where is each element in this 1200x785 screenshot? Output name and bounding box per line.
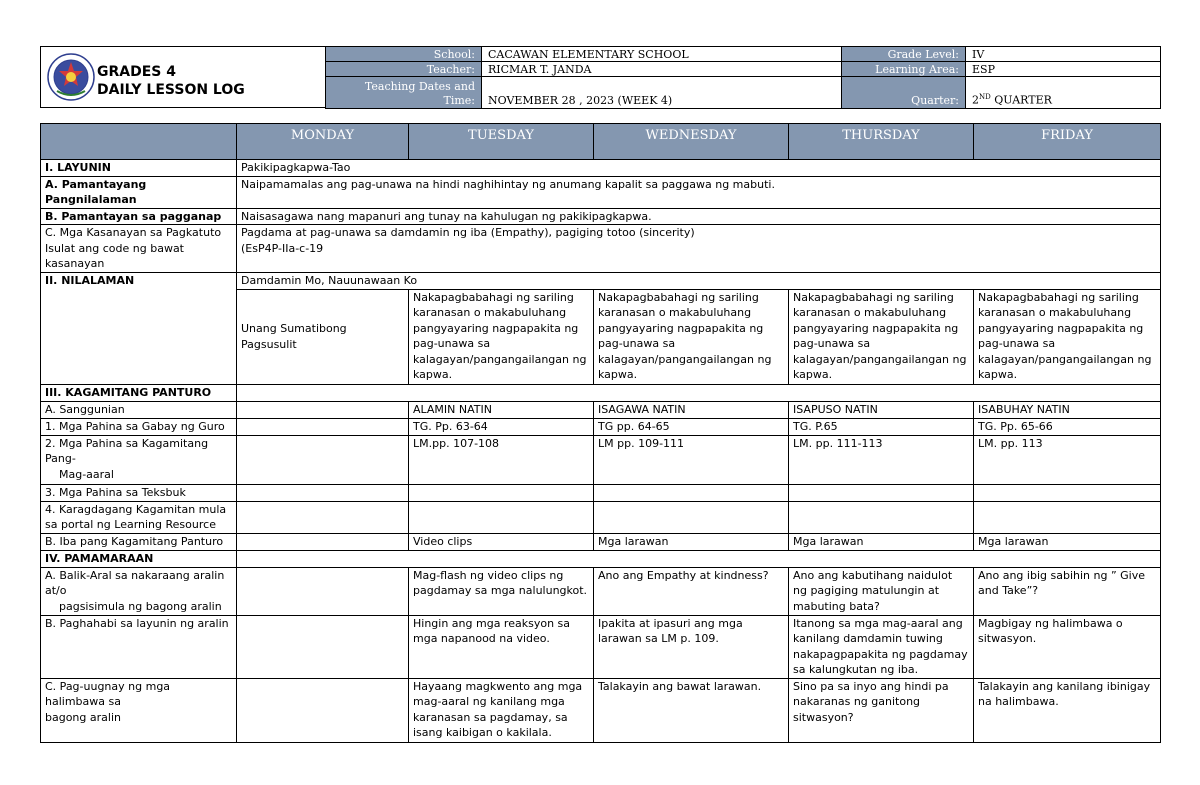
pagganap-label: B. Pamantayan sa pagganap	[41, 208, 237, 225]
karagdagang-monday	[237, 501, 409, 533]
paghahabi-label: B. Paghahabi sa layunin ng aralin	[41, 615, 237, 678]
nilalaman-value: Damdamin Mo, Nauunawaan Ko	[237, 273, 1161, 290]
sanggunian-wednesday: ISAGAWA NATIN	[594, 401, 789, 418]
karagdagang-friday	[974, 501, 1161, 533]
learning-area-label: Learning Area:	[842, 62, 966, 77]
kasanayan-label: C. Mga Kasanayan sa Pagkatuto	[45, 226, 222, 239]
day-header-friday: FRIDAY	[974, 124, 1161, 160]
pag-uugnay-thursday: Sino pa sa inyo ang hindi pa nakaranas ng ganitong sitwasyon?	[789, 678, 974, 742]
paghahabi-friday: Magbigay ng halimbawa o sitwasyon.	[974, 615, 1161, 678]
pamantayang-value: Naipamamalas ang pag-unawa na hindi naghihintay ng anumang kapalit sa paggawa ng mabuti.	[237, 176, 1161, 208]
title-block	[40, 46, 326, 108]
kagamitang-tuesday: LM.pp. 107-108	[409, 435, 594, 484]
teksbuk-label: 3. Mga Pahina sa Teksbuk	[41, 484, 237, 501]
school-value: CACAWAN ELEMENTARY SCHOOL	[482, 47, 842, 62]
nilalaman-label: II. NILALAMAN	[41, 273, 237, 385]
teaching-dates-value: NOVEMBER 28 , 2023 (WEEK 4)	[482, 77, 842, 109]
balik-label-cell	[41, 567, 237, 615]
balik-monday	[237, 567, 409, 615]
kasanayan-sublabel: Isulat ang code ng bawat kasanayan	[45, 241, 184, 270]
sanggunian-label: A. Sanggunian	[41, 401, 237, 418]
teksbuk-thursday	[789, 484, 974, 501]
nilalaman-thursday: Nakapagbabahagi ng sariling karanasan o makabuluhang pangyayaring nagpapakita ng pag-unawa sa kalagayan/pangangailangan ng kapwa.	[789, 289, 974, 384]
paghahabi-tuesday: Hingin ang mga reaksyon sa mga napanood na video.	[409, 615, 594, 678]
title-daily-lesson-log: DAILY LESSON LOG	[97, 82, 245, 98]
deped-seal-icon	[47, 53, 95, 101]
kagamitang-monday	[237, 435, 409, 484]
kasanayan-code: (EsP4P-IIa-c-19	[241, 241, 324, 255]
sanggunian-monday	[237, 401, 409, 418]
grade-level-label: Grade Level:	[842, 47, 966, 62]
pamamaraan-blank	[237, 550, 1161, 567]
balik-wednesday: Ano ang Empathy at kindness?	[594, 567, 789, 615]
quarter-label: Quarter:	[842, 77, 966, 109]
day-header-row	[41, 124, 1161, 160]
teksbuk-friday	[974, 484, 1161, 501]
nilalaman-friday: Nakapagbabahagi ng sariling karanasan o makabuluhang pangyayaring nagpapakita ng pag-unawa sa kalagayan/pangangailangan ng kapwa.	[974, 289, 1161, 384]
school-label: School:	[326, 47, 482, 62]
lesson-log-table	[40, 123, 1161, 743]
day-header-thursday: THURSDAY	[789, 124, 974, 160]
gabay-tuesday: TG. Pp. 63-64	[409, 418, 594, 435]
layunin-value: Pakikipagkapwa-Tao	[237, 160, 1161, 177]
karagdagang-tuesday	[409, 501, 594, 533]
kagamitang-wednesday: LM pp. 109-111	[594, 435, 789, 484]
layunin-label: I. LAYUNIN	[41, 160, 237, 177]
iba-tuesday: Video clips	[409, 533, 594, 550]
kasanayan-label-cell	[41, 225, 237, 273]
iba-thursday: Mga larawan	[789, 533, 974, 550]
sanggunian-thursday: ISAPUSO NATIN	[789, 401, 974, 418]
day-header-wednesday: WEDNESDAY	[594, 124, 789, 160]
karagdagang-thursday	[789, 501, 974, 533]
kasanayan-value-cell	[237, 225, 1161, 273]
iba-friday: Mga larawan	[974, 533, 1161, 550]
karagdagang-wednesday	[594, 501, 789, 533]
kagamitan-label: III. KAGAMITANG PANTURO	[41, 384, 237, 401]
corner-header-cell	[41, 124, 237, 160]
iba-wednesday: Mga larawan	[594, 533, 789, 550]
kagamitang-label-cell	[41, 435, 237, 484]
kasanayan-text: Pagdama at pag-unawa sa damdamin ng iba (Empathy), pagiging totoo (sincerity)	[241, 226, 695, 239]
gabay-friday: TG. Pp. 65-66	[974, 418, 1161, 435]
day-header-monday: MONDAY	[237, 124, 409, 160]
teaching-dates-label	[326, 77, 482, 109]
pag-uugnay-wednesday: Talakayin ang bawat larawan.	[594, 678, 789, 742]
lesson-log-header	[40, 46, 1160, 108]
title-grade: GRADES 4	[97, 64, 176, 80]
teacher-label: Teacher:	[326, 62, 482, 77]
balik-tuesday: Mag-flash ng video clips ng pagdamay sa mga nalulungkot.	[409, 567, 594, 615]
karagdagang-label: 4. Karagdagang Kagamitan mula sa portal ng Learning Resource	[41, 501, 237, 533]
gabay-wednesday: TG pp. 64-65	[594, 418, 789, 435]
pag-uugnay-label-cell	[41, 678, 237, 742]
iba-label: B. Iba pang Kagamitang Panturo	[41, 533, 237, 550]
iba-monday	[237, 533, 409, 550]
teaching-dates-label-line1: Teaching Dates and	[364, 80, 475, 93]
school-info-table	[325, 46, 1161, 109]
teksbuk-monday	[237, 484, 409, 501]
sanggunian-tuesday: ALAMIN NATIN	[409, 401, 594, 418]
pagganap-value: Naisasagawa nang mapanuri ang tunay na kahulugan ng pakikipagkapwa.	[237, 208, 1161, 225]
sanggunian-friday: ISABUHAY NATIN	[974, 401, 1161, 418]
balik-label-2: pagsisimula ng bagong aralin	[59, 599, 222, 613]
nilalaman-tuesday: Nakapagbabahagi ng sariling karanasan o makabuluhang pangyayaring nagpapakita ng pag-unawa sa kalagayan/pangangailangan ng kapwa.	[409, 289, 594, 384]
paghahabi-monday	[237, 615, 409, 678]
quarter-word: QUARTER	[990, 94, 1052, 107]
kagamitang-label: 2. Mga Pahina sa Kagamitang Pang-	[45, 436, 209, 465]
paghahabi-wednesday: Ipakita at ipasuri ang mga larawan sa LM p. 109.	[594, 615, 789, 678]
quarter-suffix: ND	[979, 93, 991, 102]
pamantayang-label: A. Pamantayang Pangnilalaman	[41, 176, 237, 208]
pag-uugnay-friday: Talakayin ang kanilang ibinigay na halimbawa.	[974, 678, 1161, 742]
pamamaraan-label: IV. PAMAMARAAN	[41, 550, 237, 567]
balik-friday: Ano ang ibig sabihin ng ” Give and Take”?	[974, 567, 1161, 615]
pag-uugnay-monday	[237, 678, 409, 742]
kagamitan-blank	[237, 384, 1161, 401]
pag-uugnay-tuesday: Hayaang magkwento ang mga mag-aaral ng kanilang mga karanasan sa pagdamay, sa isang kaibigan o kakilala.	[409, 678, 594, 742]
teksbuk-tuesday	[409, 484, 594, 501]
kagamitang-thursday: LM. pp. 111-113	[789, 435, 974, 484]
kagamitang-label-2: Mag-aaral	[59, 467, 114, 481]
teaching-dates-label-line2: Time:	[443, 94, 475, 107]
balik-thursday: Ano ang kabutihang naidulot ng pagiging matulungin at mabuting bata?	[789, 567, 974, 615]
teksbuk-wednesday	[594, 484, 789, 501]
quarter-number: 2	[972, 94, 979, 107]
pag-uugnay-label-2: bagong aralin	[45, 710, 121, 724]
pag-uugnay-label: C. Pag-uugnay ng mga halimbawa sa	[45, 679, 171, 708]
nilalaman-wednesday: Nakapagbabahagi ng sariling karanasan o makabuluhang pangyayaring nagpapakita ng pag-unawa sa kalagayan/pangangailangan ng kapwa.	[594, 289, 789, 384]
learning-area-value: ESP	[966, 62, 1161, 77]
quarter-value	[966, 77, 1161, 109]
gabay-thursday: TG. P.65	[789, 418, 974, 435]
kagamitang-friday: LM. pp. 113	[974, 435, 1161, 484]
gabay-label: 1. Mga Pahina sa Gabay ng Guro	[41, 418, 237, 435]
teacher-value: RICMAR T. JANDA	[482, 62, 842, 77]
paghahabi-thursday: Itanong sa mga mag-aaral ang kanilang damdamin tuwing nakapagpapakita ng pagdamay sa kalungkutan ng iba.	[789, 615, 974, 678]
gabay-monday	[237, 418, 409, 435]
nilalaman-monday: Unang Sumatibong Pagsusulit	[237, 289, 409, 384]
grade-level-value: IV	[966, 47, 1161, 62]
day-header-tuesday: TUESDAY	[409, 124, 594, 160]
balik-label: A. Balik-Aral sa nakaraang aralin at/o	[45, 568, 225, 597]
